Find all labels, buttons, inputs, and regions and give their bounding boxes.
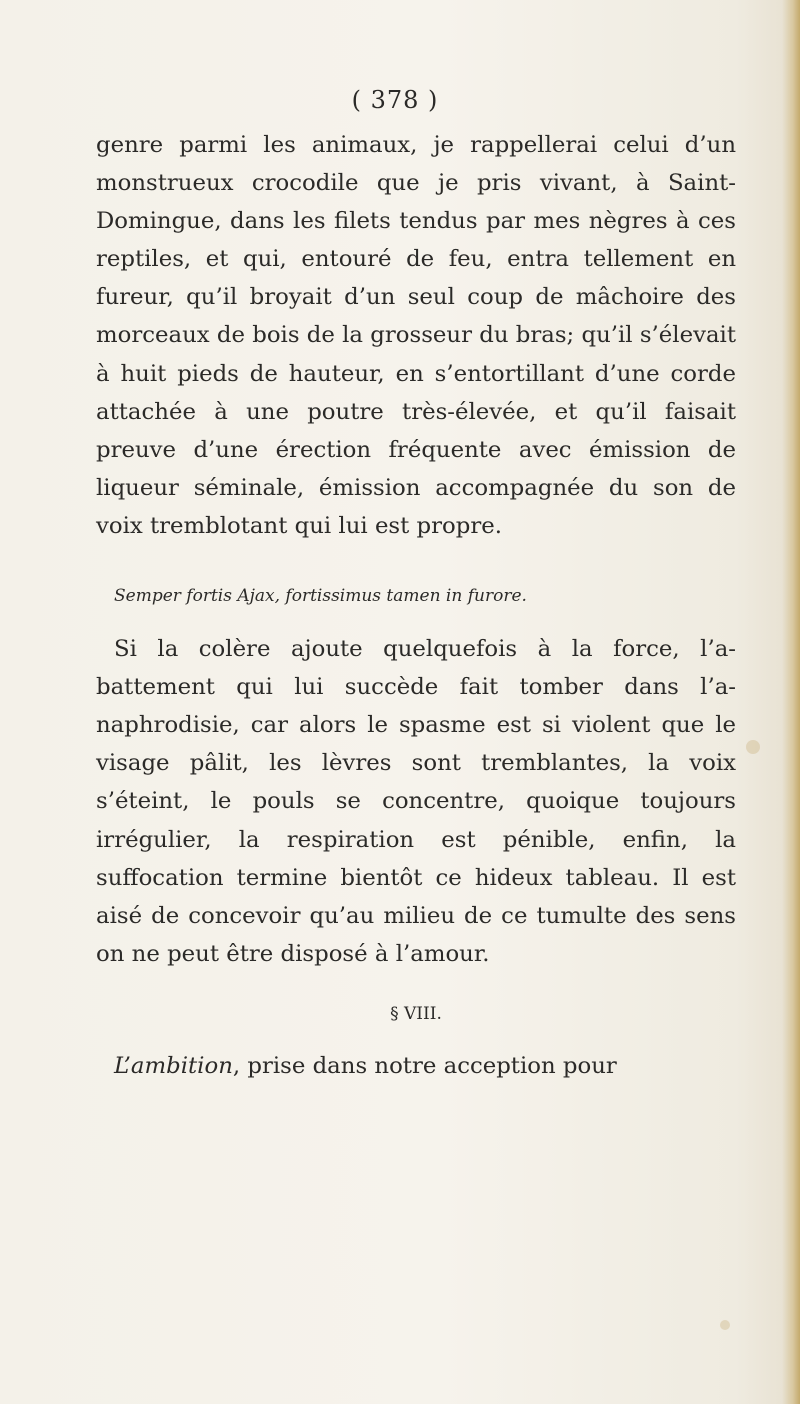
paragraph: genre parmi les animaux, je rappellerai celui d’un monstrueux crocodile que je pris vivant, à Saint-Domingue, dans les filets tendus par mes nègres à ces reptiles, et qui, entouré de feu, entra tellement en fureur, qu’il broyait d’un seul coup de mâchoire des morceaux de bois de la grosseur du bras; qu’il s’élevait à huit pieds de hauteur, en s’entortillant d’une corde attachée à une poutre très-élevée, et qu’il faisait preuve d’une érection fréquente avec émission de liqueur séminale, émission accompagnée du son de voix tremblotant qui lui est propre.	[96, 132, 736, 539]
body-text	[96, 126, 736, 1085]
latin-quotation: Semper fortis Ajax, fortissimus tamen in furore.	[114, 586, 527, 607]
paragraph: Si la colère ajoute quelquefois à la force, l’a-battement qui lui succède fait tomber dans l’a-naphrodisie, car alors le spasme est si violent que le visage pâlit, les lèvres sont tremblantes, la voix s’éteint, le pouls se concentre, quoique toujours irrégulier, la respiration est pénible, enfin, la suffocation termine bientôt ce hideux tableau. Il est aisé de concevoir qu’au milieu de ce tumulte des sens on ne peut être disposé à l’amour.	[96, 636, 736, 967]
foxing-spot	[746, 740, 760, 754]
paragraph-continuation: , prise dans notre acception pour	[232, 1052, 617, 1079]
page-edge-discoloration	[782, 0, 800, 1404]
emphasized-term: L’ambition	[114, 1052, 233, 1079]
page-number: ( 378 )	[351, 86, 439, 114]
foxing-spot	[720, 1320, 730, 1330]
paragraph-start	[96, 1047, 736, 1085]
section-heading: § VIII.	[390, 1003, 442, 1024]
